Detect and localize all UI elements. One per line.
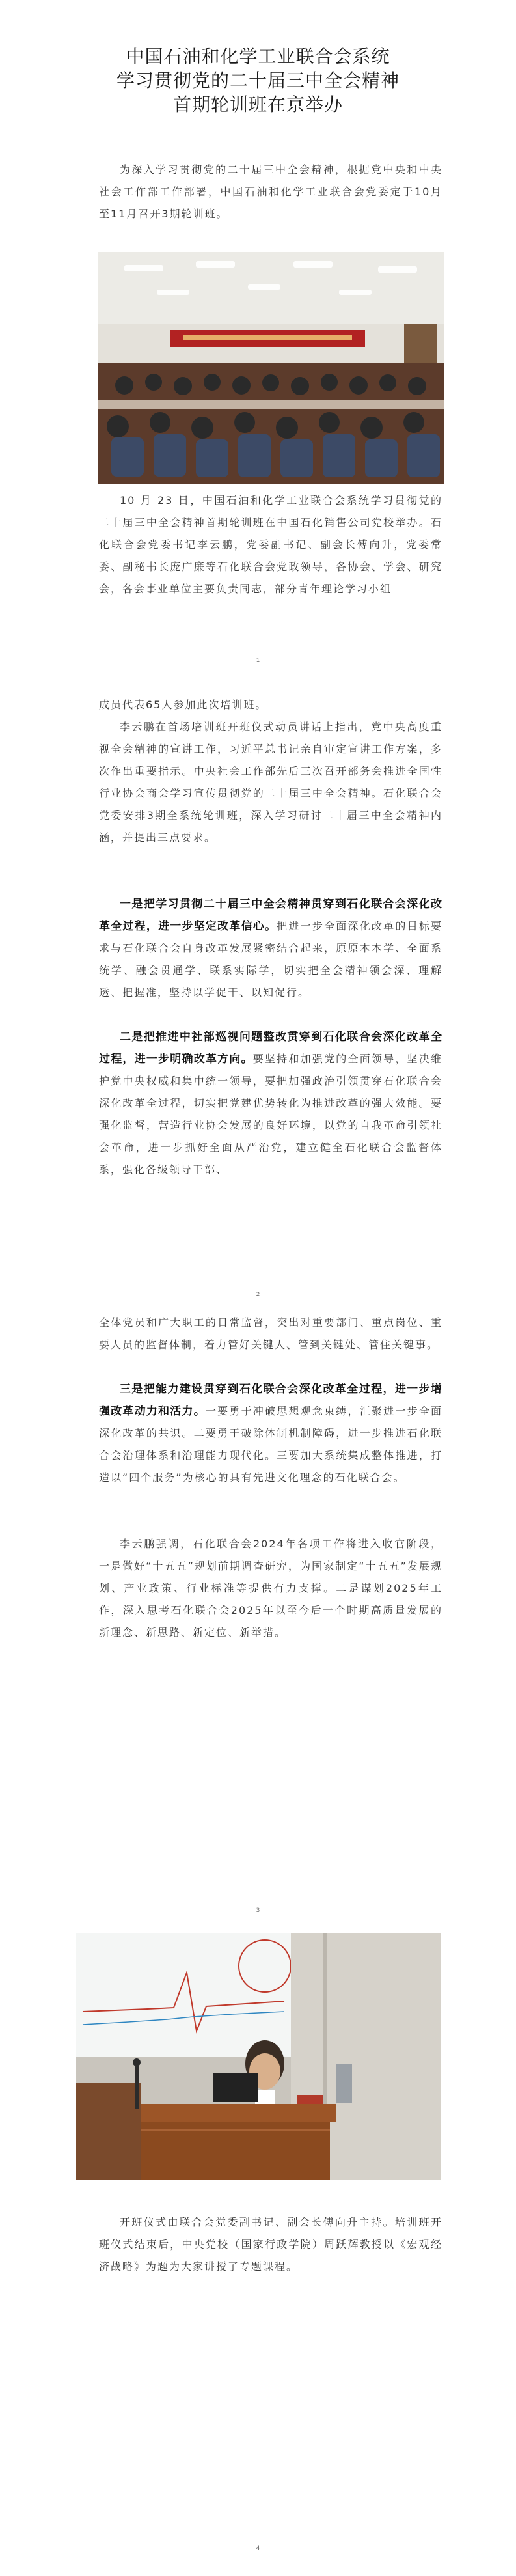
page-number-1: 1 — [256, 658, 260, 664]
page-number-2: 2 — [256, 1292, 260, 1298]
requirement-3-body: 一要勇于冲破思想观念束缚，汇聚进一步全面深化改革的共识。二要勇于破除体制机制障碍，进一步推进石化联合会治理体系和治理能力现代化。三要加大系统集成整体推进，打造以“四个服务”为核心的具有先进文化理念的石化联合会。 — [99, 1405, 442, 1484]
paragraph-emphasis: 李云鹏强调，石化联合会2024年各项工作将进入收官阶段，一是做好“十五五”规划前期调查研究，为国家制定“十五五”发展规划、产业政策、行业标准等提供有力支撑。二是谋划2025年工作，深入思考石化联合会2025年以至今后一个时期高质量发展的新理念、新思路、新定位、新举措。 — [99, 1538, 442, 1639]
requirement-2-body: 要坚持和加强党的全面领导，坚决维护党中央权威和集中统一领导，要把加强政治引领贯穿石化联合会深化改革全过程，切实把党建优势转化为推进改革的强大效能。要强化监督，营造行业协会发展的良好环境，以党的自我革命引领社会革命，进一步抓好全面从严治党，建立健全石化联合会监督体系，强化各级领导干部、 — [99, 1053, 442, 1176]
requirement-1-heading: 一是把学习贯彻二十届三中全会精神贯穿到石化联合会深化改革全过程，进一步坚定改革信心。 — [99, 898, 442, 933]
paragraph-event: 10 月 23 日，中国石油和化学工业联合会系统学习贯彻党的二十届三中全会精神首期轮训班在中国石化销售公司党校举办。石化联合会党委书记李云鹏，党委副书记、副会长傅向升，党委常委、副秘书长庞广廉等石化联合会党政领导，各协会、学会、研究会，各会事业单位主要负责同志，部分青年理论学习小组 — [99, 494, 442, 595]
title-line-3: 首期轮训班在京举办 — [172, 94, 343, 115]
paragraph-intro: 为深入学习贯彻党的二十届三中全会精神，根据党中央和中央社会工作部工作部署，中国石油和化学工业联合会党委定于10月至11月召开3期轮训班。 — [99, 163, 442, 220]
requirement-3-heading: 三是把能力建设贯穿到石化联合会深化改革全过程，进一步增强改革动力和活力。 — [99, 1383, 442, 1418]
paragraph-requirement-1 — [99, 893, 442, 1004]
title-line-1: 中国石油和化学工业联合会系统 — [126, 46, 390, 67]
page-number-4: 4 — [256, 2545, 260, 2552]
title-line-2: 学习贯彻党的二十届三中全会精神 — [116, 70, 400, 91]
article-title — [0, 44, 516, 117]
paragraph-requirement-2-continued: 全体党员和广大职工的日常监督，突出对重要部门、重点岗位、重要人员的监督体制，着力管好关键人、管到关键处、管住关键事。 — [99, 1316, 442, 1351]
requirement-2-heading: 二是把推进中社部巡视问题整改贯穿到石化联合会深化改革全过程，进一步明确改革方向。 — [99, 1031, 442, 1066]
paragraph-closing: 开班仪式由联合会党委副书记、副会长傅向升主持。培训班开班仪式结束后，中央党校（国家行政学院）周跃辉教授以《宏观经济战略》为题为大家讲授了专题课程。 — [99, 2216, 442, 2273]
requirement-1-body: 把进一步全面深化改革的目标要求与石化联合会自身改革发展紧密结合起来，原原本本学、全面系统学、融会贯通学、联系实际学，切实把全会精神领会深、理解透、把握准，坚持以学促干、以知促行。 — [99, 920, 442, 999]
speaker-photo — [76, 1933, 441, 2180]
paragraph-speech: 李云鹏在首场培训班开班仪式动员讲话上指出，党中央高度重视全会精神的宣讲工作，习近平总书记亲自审定宣讲工作方案，多次作出重要指示。中央社会工作部先后三次召开部务会推进全国性行业协会商会学习宣传贯彻党的二十届三中全会精神。石化联合会党委安排3期全系统轮训班，深入学习研讨二十届三中全会精神内涵，并提出三点要求。 — [99, 721, 442, 844]
paragraph-event-continued: 成员代表65人参加此次培训班。 — [99, 699, 267, 711]
paragraph-requirement-2 — [99, 1026, 442, 1181]
meeting-room-photo — [98, 252, 444, 484]
page-number-3: 3 — [256, 1907, 260, 1914]
paragraph-requirement-3 — [99, 1378, 442, 1489]
